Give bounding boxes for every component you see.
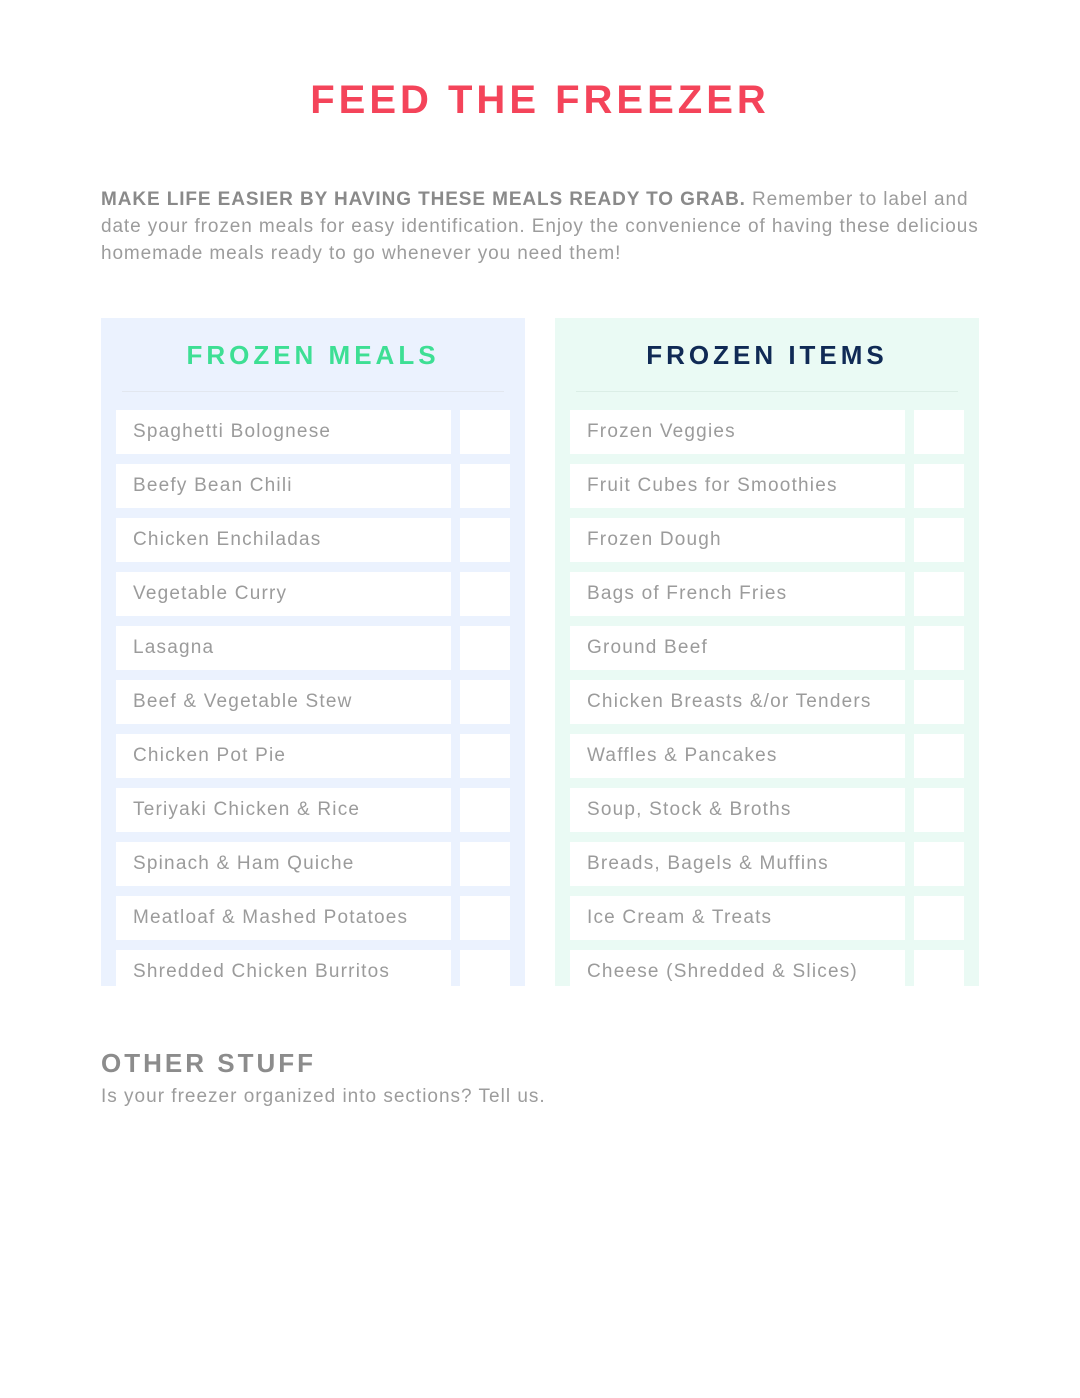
frozen-items-heading: FROZEN ITEMS	[576, 336, 958, 392]
checklist-checkbox[interactable]	[460, 410, 510, 454]
checklist-checkbox[interactable]	[460, 572, 510, 616]
checklist-row	[570, 572, 964, 616]
checklist-item-label: Soup, Stock & Broths	[570, 788, 905, 832]
frozen-items-list	[570, 410, 964, 994]
other-stuff-heading: OTHER STUFF	[101, 1048, 316, 1078]
checklist-checkbox[interactable]	[460, 734, 510, 778]
page-title: FEED THE FREEZER	[310, 78, 770, 122]
other-stuff-prompt: Is your freezer organized into sections? Tell us.	[101, 1086, 546, 1107]
checklist-row	[570, 734, 964, 778]
checklist-item-label: Fruit Cubes for Smoothies	[570, 464, 905, 508]
checklist-checkbox[interactable]	[914, 896, 964, 940]
checklist-checkbox[interactable]	[914, 572, 964, 616]
frozen-meals-heading: FROZEN MEALS	[122, 336, 504, 392]
checklist-row	[116, 626, 510, 670]
checklist-row	[116, 680, 510, 724]
checklist-row	[570, 410, 964, 454]
checklist-row	[116, 950, 510, 994]
checklist-item-label: Beef & Vegetable Stew	[116, 680, 451, 724]
checklist-item-label: Shredded Chicken Burritos	[116, 950, 451, 994]
checklist-item-label: Spinach & Ham Quiche	[116, 842, 451, 886]
frozen-meals-list	[116, 410, 510, 994]
checklist-checkbox[interactable]	[460, 896, 510, 940]
checklist-row	[570, 464, 964, 508]
checklist-row	[116, 896, 510, 940]
checklist-checkbox[interactable]	[460, 788, 510, 832]
checklist-checkbox[interactable]	[914, 464, 964, 508]
checklist-row	[116, 572, 510, 616]
checklist-checkbox[interactable]	[914, 410, 964, 454]
checklist-row	[116, 464, 510, 508]
frozen-meals-panel	[101, 318, 525, 986]
checklist-row	[570, 518, 964, 562]
checklist-checkbox[interactable]	[914, 626, 964, 670]
checklist-row	[116, 842, 510, 886]
checklist-item-label: Frozen Veggies	[570, 410, 905, 454]
checklist-checkbox[interactable]	[914, 788, 964, 832]
checklist-item-label: Cheese (Shredded & Slices)	[570, 950, 905, 994]
checklist-row	[116, 788, 510, 832]
checklist-row	[116, 734, 510, 778]
checklist-checkbox[interactable]	[460, 842, 510, 886]
checklist-row	[570, 788, 964, 832]
checklist-item-label: Spaghetti Bolognese	[116, 410, 451, 454]
checklist-item-label: Ground Beef	[570, 626, 905, 670]
checklist-item-label: Ice Cream & Treats	[570, 896, 905, 940]
checklist-row	[570, 626, 964, 670]
frozen-items-panel	[555, 318, 979, 986]
checklist-checkbox[interactable]	[914, 734, 964, 778]
checklist-row	[570, 950, 964, 994]
checklist-item-label: Chicken Enchiladas	[116, 518, 451, 562]
checklist-checkbox[interactable]	[914, 680, 964, 724]
checklist-item-label: Bags of French Fries	[570, 572, 905, 616]
intro-text: Remember to label and date your frozen meals for easy identification. Enjoy the convenience of having these delicious homemade meals ready to go whenever you need them!	[101, 189, 979, 264]
intro-paragraph	[101, 186, 981, 267]
checklist-checkbox[interactable]	[460, 626, 510, 670]
checklist-item-label: Chicken Breasts &/or Tenders	[570, 680, 905, 724]
checklist-checkbox[interactable]	[914, 842, 964, 886]
checklist-row	[570, 680, 964, 724]
checklist-checkbox[interactable]	[460, 518, 510, 562]
checklist-row	[570, 842, 964, 886]
checklist-item-label: Chicken Pot Pie	[116, 734, 451, 778]
checklist-row	[116, 410, 510, 454]
checklist-row	[116, 518, 510, 562]
checklist-item-label: Breads, Bagels & Muffins	[570, 842, 905, 886]
checklist-checkbox[interactable]	[914, 518, 964, 562]
checklist-item-label: Meatloaf & Mashed Potatoes	[116, 896, 451, 940]
checklist-checkbox[interactable]	[460, 950, 510, 994]
checklist-item-label: Beefy Bean Chili	[116, 464, 451, 508]
checklist-checkbox[interactable]	[460, 464, 510, 508]
checklist-item-label: Waffles & Pancakes	[570, 734, 905, 778]
checklist-item-label: Vegetable Curry	[116, 572, 451, 616]
checklist-checkbox[interactable]	[460, 680, 510, 724]
checklist-checkbox[interactable]	[914, 950, 964, 994]
checklist-item-label: Lasagna	[116, 626, 451, 670]
checklist-item-label: Teriyaki Chicken & Rice	[116, 788, 451, 832]
checklist-item-label: Frozen Dough	[570, 518, 905, 562]
intro-bold: MAKE LIFE EASIER BY HAVING THESE MEALS READY TO GRAB.	[101, 189, 746, 210]
checklist-row	[570, 896, 964, 940]
